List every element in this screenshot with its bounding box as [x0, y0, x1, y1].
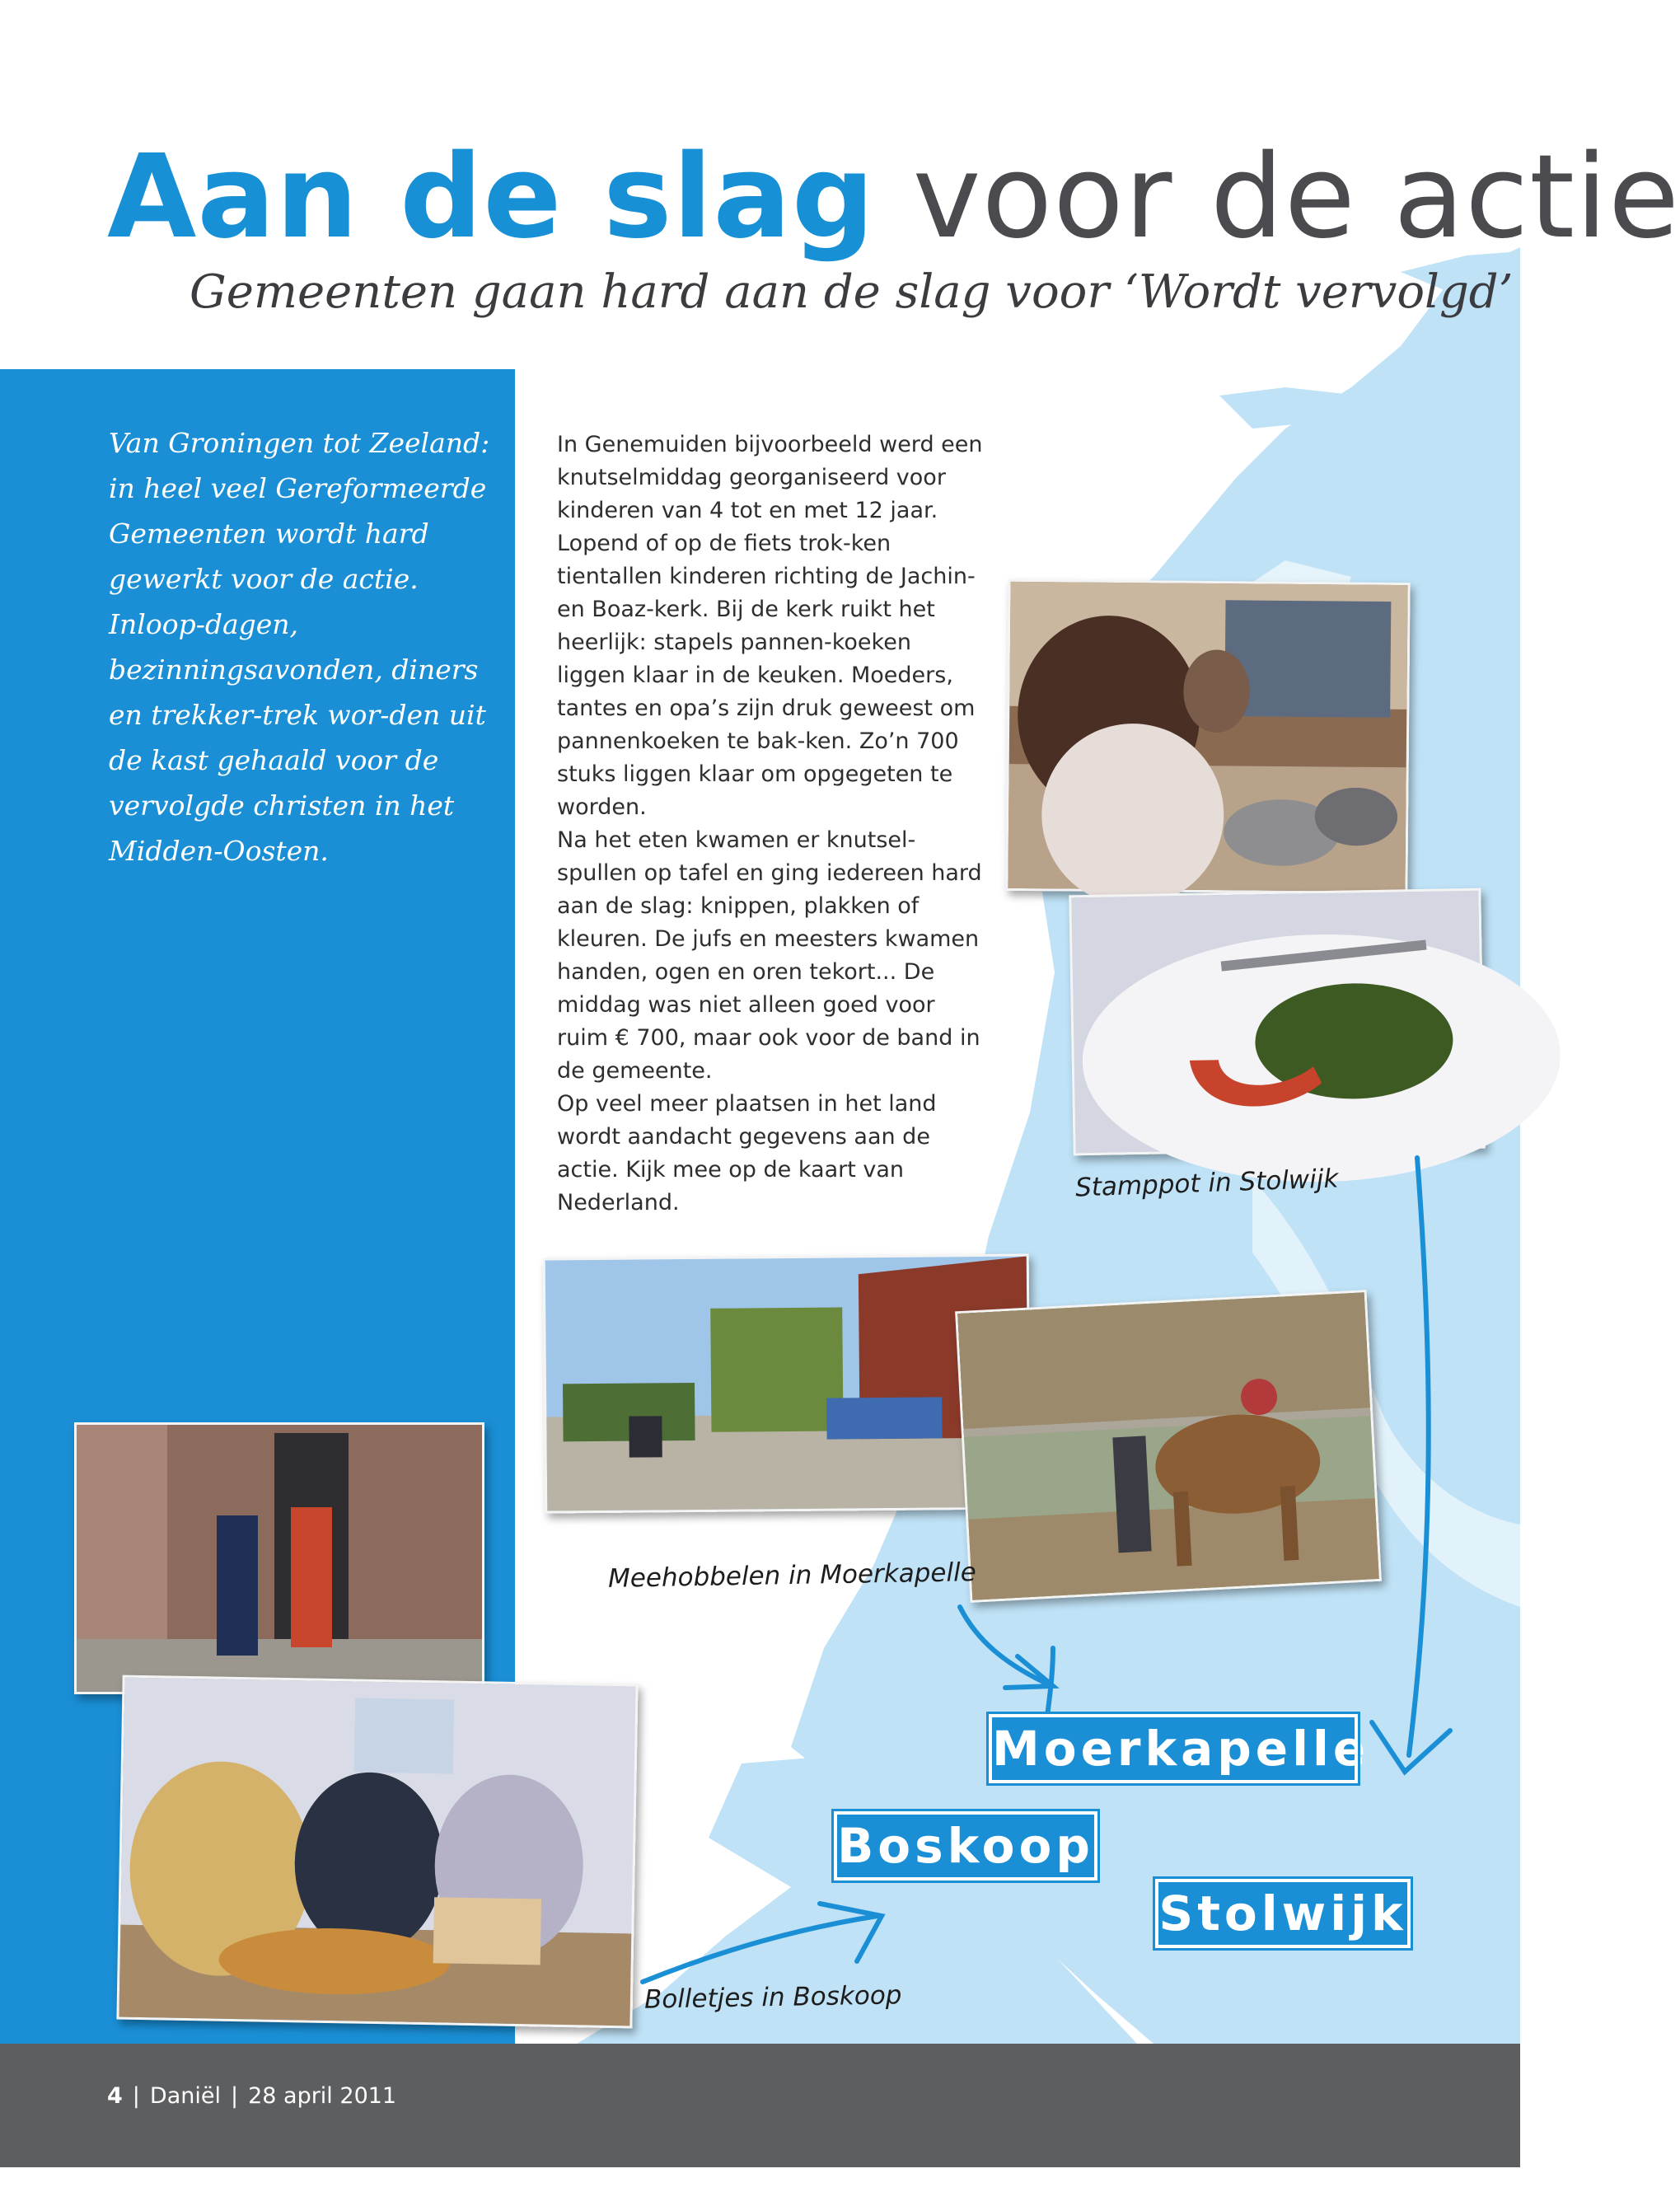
page-number: 4	[107, 2083, 123, 2109]
caption-stolwijk: Stamppot in Stolwijk	[1074, 1164, 1339, 1203]
footer-separator: |	[230, 2083, 239, 2109]
sign-boskoop: Boskoop	[834, 1811, 1097, 1881]
intro-text: Van Groningen tot Zeeland: in heel veel Gereformeerde Gemeenten wordt hard gewerkt voor de actie. Inloop-dagen, bezinningsavonden, diners en trekker-trek wor-den uit de kast gehaald voor de vervolgde christen in het Midden-Oosten.	[109, 427, 490, 867]
page-subtitle: Gemeenten gaan hard aan de slag voor ‘Wordt vervolgd’	[190, 265, 1514, 319]
article-paragraph: Na het eten kwamen er knutsel-spullen op tafel en ging iedereen hard aan de slag: knippen, plakken of kleuren. De jufs en meesters kwamen handen, ogen en oren tekort... De middag was niet alleen goed voor ruim € 700, maar ook voor de band in de gemeente.	[557, 827, 982, 1084]
footer-text	[107, 2083, 396, 2109]
sign-stolwijk: Stolwijk	[1155, 1879, 1411, 1948]
caption-boskoop: Bolletjes in Boskoop	[643, 1980, 902, 2015]
caption-moerkapelle: Meehobbelen in Moerkapelle	[607, 1557, 977, 1594]
sign-moerkapelle: Moerkapelle	[989, 1714, 1358, 1783]
title-strong: Aan de slag	[107, 130, 876, 265]
title-light: voor de actie	[912, 130, 1680, 265]
footer-separator: |	[132, 2083, 140, 2109]
issue-date: 28 april 2011	[248, 2083, 397, 2109]
magazine-name: Daniël	[149, 2083, 221, 2109]
article-paragraph: Op veel meer plaatsen in het land wordt aandacht gegevens aan de actie. Kijk mee op de kaart van Nederland.	[557, 1091, 937, 1215]
article-paragraph: In Genemuiden bijvoorbeeld werd een knutselmiddag georganiseerd voor kinderen van 4 tot en met 12 jaar. Lopend of op de fiets trok-ken tientallen kinderen richting de Jachin- en Boaz-kerk. Bij de kerk ruikt het heerlijk: stapels pannen-koeken liggen klaar in de keuken. Moeders, tantes en opa’s zijn druk geweest om pannenkoeken te bak-ken. Zo’n 700 stuks liggen klaar om opgegeten te worden.	[557, 432, 983, 820]
